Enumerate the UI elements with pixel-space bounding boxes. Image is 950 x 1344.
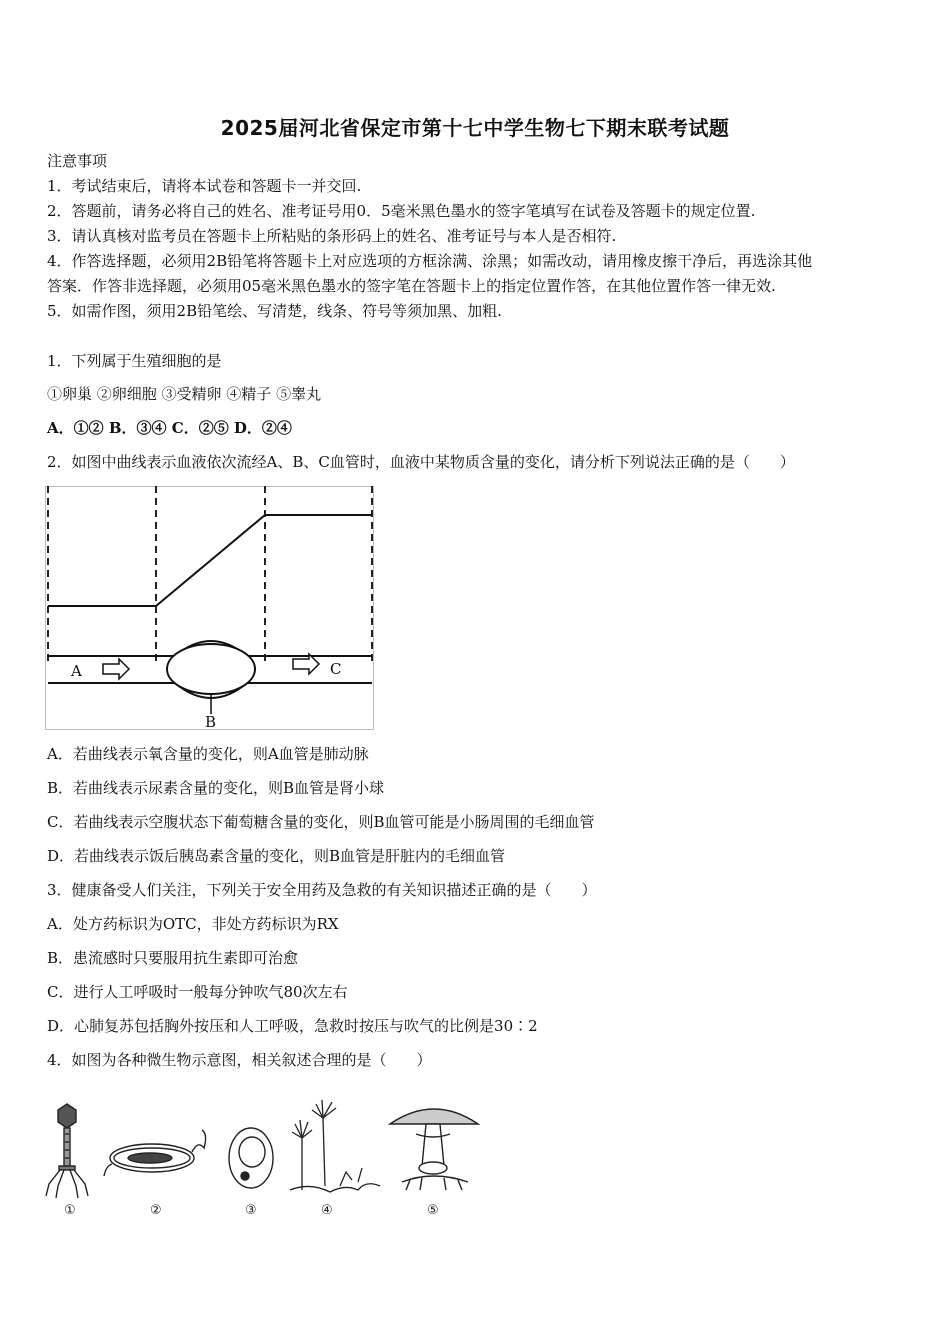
notice-heading: 注意事项	[47, 152, 108, 170]
q2-blood-flow-figure	[45, 486, 375, 730]
page-title: 2025届河北省保定市第十七中学生物七下期末联考试题	[220, 116, 730, 140]
label-c: C	[330, 660, 342, 678]
label-2: ②	[150, 1203, 162, 1218]
q4-stem: 4．如图为各种微生物示意图，相关叙述合理的是（ ）	[47, 1051, 432, 1069]
q1-stem: 1．下列属于生殖细胞的是	[47, 352, 222, 370]
q1-items: ①卵巢 ②卵细胞 ③受精卵 ④精子 ⑤睾丸	[47, 385, 322, 403]
label-a: A	[71, 662, 82, 680]
q2-option-b: B．若曲线表示尿素含量的变化，则B血管是肾小球	[47, 779, 385, 797]
mold-icon	[290, 1100, 380, 1192]
q2-stem: 2．如图中曲线表示血液依次流经A、B、C血管时，血液中某物质含量的变化，请分析下列说法正确的是（ ）	[47, 453, 795, 471]
notice-item-4-cont: 答案．作答非选择题，必须用05毫米黑色墨水的签字笔在答题卡上的指定位置作答，在其他位置作答一律无效.	[47, 277, 776, 295]
notice-item-4: 4．作答选择题，必须用2B铅笔将答题卡上对应选项的方框涂满、涂黑；如需改动，请用橡皮擦干净后，再选涂其他	[47, 252, 813, 270]
virus-icon	[46, 1104, 88, 1198]
q3-option-d: D．心肺复苏包括胸外按压和人工呼吸，急救时按压与吹气的比例是30∶2	[47, 1017, 538, 1035]
notice-item-5: 5．如需作图，须用2B铅笔绘、写清楚，线条、符号等须加黑、加粗.	[47, 302, 502, 320]
q3-option-b: B．患流感时只要服用抗生素即可治愈	[47, 949, 299, 967]
label-4: ④	[321, 1203, 333, 1218]
q1-options: A．①② B．③④ C．②⑤ D．②④	[47, 419, 292, 437]
q2-option-c: C．若曲线表示空腹状态下葡萄糖含量的变化，则B血管可能是小肠周围的毛细血管	[47, 813, 595, 831]
q2-option-d: D．若曲线表示饭后胰岛素含量的变化，则B血管是肝脏内的毛细血管	[47, 847, 506, 865]
q2-option-a: A．若曲线表示氧含量的变化，则A血管是肺动脉	[47, 745, 369, 763]
q3-stem: 3．健康备受人们关注，下列关于安全用药及急救的有关知识描述正确的是（ ）	[47, 881, 597, 899]
bacterium-icon	[104, 1130, 206, 1176]
notice-item-3: 3．请认真核对监考员在答题卡上所粘贴的条形码上的姓名、准考证号与本人是否相符.	[47, 227, 617, 245]
mushroom-icon	[390, 1109, 478, 1190]
label-1: ①	[64, 1203, 76, 1218]
q3-option-c: C．进行人工呼吸时一般每分钟吹气80次左右	[47, 983, 348, 1001]
q4-microorganisms-figure	[40, 1090, 490, 1220]
notice-item-1: 1．考试结束后，请将本试卷和答题卡一并交回.	[47, 177, 362, 195]
label-3: ③	[245, 1203, 257, 1218]
label-b: B	[205, 713, 217, 730]
yeast-icon	[229, 1128, 273, 1188]
notice-item-2: 2．答题前，请务必将自己的姓名、准考证号用0．5毫米黑色墨水的签字笔填写在试卷及答题卡的规定位置.	[47, 202, 756, 220]
label-5: ⑤	[427, 1203, 439, 1218]
q3-option-a: A．处方药标识为OTC，非处方药标识为RX	[47, 915, 339, 933]
